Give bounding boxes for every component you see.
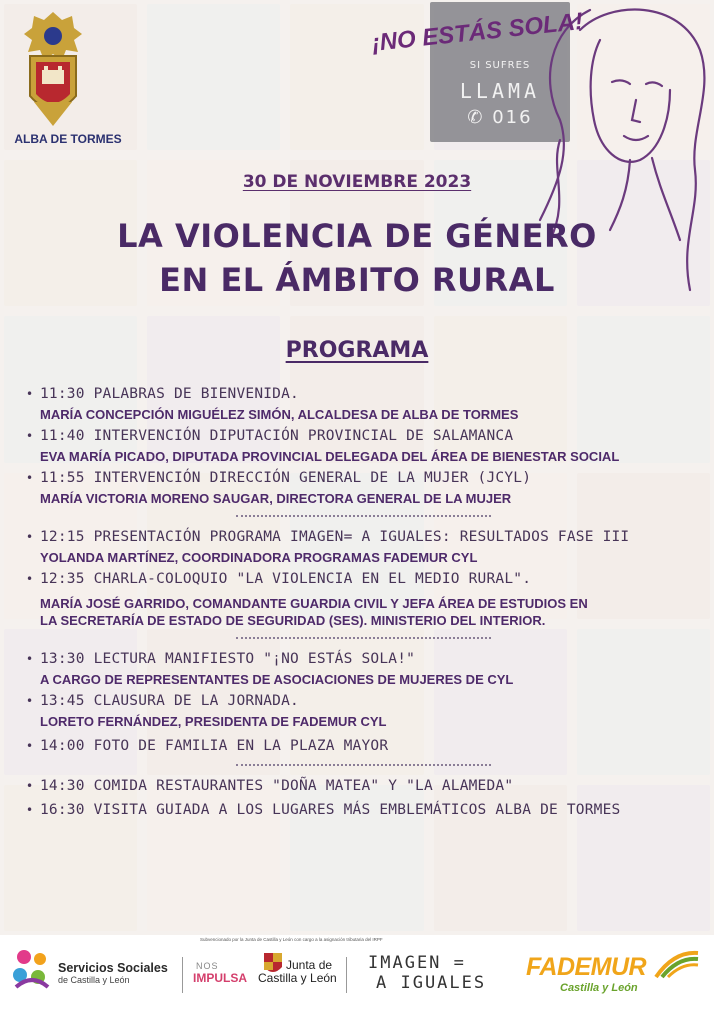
- program-line: 14:00 FOTO DE FAMILIA EN LA PLAZA MAYOR: [40, 738, 389, 754]
- program-speaker: MARÍA VICTORIA MORENO SAUGAR, DIRECTORA GENERAL DE LA MUJER: [40, 491, 512, 506]
- bullet-icon: •: [26, 530, 34, 544]
- program-line: 16:30 VISITA GUIADA A LOS LUGARES MÁS EMBLEMÁTICOS ALBA DE TORMES: [40, 802, 621, 818]
- program-speaker: A CARGO DE REPRESENTANTES DE ASOCIACIONES DE MUJERES DE CYL: [40, 672, 514, 687]
- program-line: 12:35 CHARLA-COLOQUIO "LA VIOLENCIA EN EL MEDIO RURAL".: [40, 571, 532, 587]
- event-title-line-2: EN EL ÁMBITO RURAL: [159, 261, 555, 299]
- event-title-line-1: LA VIOLENCIA DE GÉNERO: [117, 217, 597, 255]
- program-speaker: YOLANDA MARTÍNEZ, COORDINADORA PROGRAMAS FADEMUR CYL: [40, 550, 478, 565]
- bullet-icon: •: [26, 739, 34, 753]
- program-line: 14:30 COMIDA RESTAURANTES "DOÑA MATEA" Y "LA ALAMEDA": [40, 778, 514, 794]
- imagen-iguales-logo: [368, 953, 486, 993]
- nos-label: NOS: [196, 961, 219, 971]
- program-item: [26, 384, 696, 423]
- bullet-icon: •: [26, 471, 34, 485]
- imagen-line-1: IMAGEN =: [368, 953, 466, 973]
- footer-divider: [182, 957, 183, 993]
- program-item: [26, 776, 696, 796]
- phone-number: 016: [492, 107, 533, 128]
- program-line: 12:15 PRESENTACIÓN PROGRAMA IMAGEN= A IGUALES: RESULTADOS FASE III: [40, 529, 630, 545]
- bullet-icon: •: [26, 694, 34, 708]
- subvention-note: Subvencionado por la Junta de Castilla y León con cargo a la asignación tributaria del IRPF: [200, 937, 383, 942]
- phone-card-number: ✆ 016: [467, 107, 533, 128]
- servicios-sociales-text: [58, 961, 168, 985]
- program-item: [26, 527, 696, 566]
- program-item: [26, 736, 696, 756]
- fademur-arc-icon: [654, 949, 700, 979]
- program-speaker: LORETO FERNÁNDEZ, PRESIDENTA DE FADEMUR CYL: [40, 714, 387, 729]
- program-line: 11:55 INTERVENCIÓN DIRECCIÓN GENERAL DE LA MUJER (JCYL): [40, 470, 532, 486]
- junta-line-2: Castilla y León: [258, 971, 337, 985]
- fademur-logo: FADEMUR: [526, 953, 647, 981]
- town-crest-icon: [22, 10, 84, 128]
- phone-card-small-text: SI SUFRES: [469, 60, 531, 71]
- program-list: [26, 384, 696, 823]
- town-name: ALBA DE TORMES: [14, 132, 122, 146]
- bullet-icon: •: [26, 429, 34, 443]
- phone-card-llama: LLAMA: [459, 79, 541, 103]
- servicios-sociales-logo-icon: [6, 943, 58, 995]
- program-line: 13:30 LECTURA MANIFIESTO "¡NO ESTÁS SOLA!": [40, 651, 416, 667]
- footer-divider: [346, 957, 347, 993]
- slogan: ¡NO ESTÁS SOLA!: [370, 7, 585, 57]
- program-speaker: EVA MARÍA PICADO, DIPUTADA PROVINCIAL DELEGADA DEL ÁREA DE BIENESTAR SOCIAL: [40, 449, 620, 464]
- impulsa-label: IMPULSA: [193, 971, 247, 985]
- dotted-divider: [236, 515, 491, 517]
- program-line: 13:45 CLAUSURA DE LA JORNADA.: [40, 693, 299, 709]
- junta-line-1: Junta de: [286, 958, 333, 972]
- program-item: [26, 800, 696, 820]
- fademur-sub: Castilla y León: [560, 982, 638, 994]
- program-speaker: LA SECRETARÍA DE ESTADO DE SEGURIDAD (SES). MINISTERIO DEL INTERIOR.: [40, 613, 546, 628]
- program-speaker: MARÍA JOSÉ GARRIDO, COMANDANTE GUARDIA CIVIL Y JEFA ÁREA DE ESTUDIOS EN: [40, 596, 588, 611]
- event-title: [0, 214, 714, 302]
- program-item: [26, 426, 696, 465]
- program-line: 11:30 PALABRAS DE BIENVENIDA.: [40, 386, 299, 402]
- sponsor-footer: [0, 935, 714, 1010]
- servicios-sociales-name: Servicios Sociales: [58, 961, 168, 975]
- program-line: 11:40 INTERVENCIÓN DIPUTACIÓN PROVINCIAL DE SALAMANCA: [40, 428, 514, 444]
- bullet-icon: •: [26, 652, 34, 666]
- program-speaker: MARÍA CONCEPCIÓN MIGUÉLEZ SIMÓN, ALCALDESA DE ALBA DE TORMES: [40, 407, 519, 422]
- program-item: [26, 468, 696, 507]
- program-item: [26, 649, 696, 688]
- program-heading: PROGRAMA: [285, 338, 429, 363]
- program-item: [26, 691, 696, 730]
- imagen-line-2: A IGUALES: [376, 973, 487, 993]
- dotted-divider: [236, 637, 491, 639]
- junta-label: [258, 958, 337, 985]
- program-item: [26, 569, 696, 629]
- servicios-sociales-sub: de Castilla y León: [58, 975, 130, 985]
- bullet-icon: •: [26, 572, 34, 586]
- bullet-icon: •: [26, 803, 34, 817]
- bullet-icon: •: [26, 779, 34, 793]
- bullet-icon: •: [26, 387, 34, 401]
- dotted-divider: [236, 764, 491, 766]
- event-date: 30 DE NOVIEMBRE 2023: [242, 172, 472, 192]
